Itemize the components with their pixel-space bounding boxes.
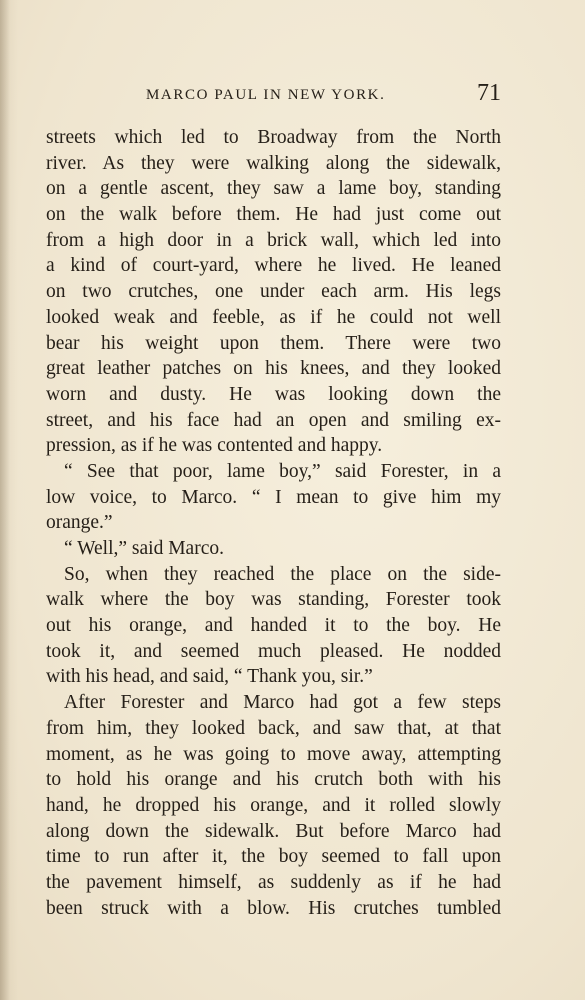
text-line: the pavement himself, as suddenly as if he had (46, 871, 501, 893)
text-line: walk where the boy was standing, Forester took (46, 589, 501, 611)
text-line: worn and dusty. He was looking down the (46, 383, 501, 405)
body-text (46, 125, 501, 921)
text-line: great leather patches on his knees, and they looked (46, 358, 501, 380)
text-line: with his head, and said, “ Thank you, sir.” (46, 666, 373, 688)
text-line: along down the sidewalk. But before Marco had (46, 820, 501, 842)
text-line: out his orange, and handed it to the boy. He (46, 615, 501, 637)
text-line: “ See that poor, lame boy,” said Forester, in a (64, 460, 501, 482)
text-line: bear his weight upon them. There were two (46, 332, 501, 354)
text-line: After Forester and Marco had got a few steps (64, 692, 501, 714)
page-number: 71 (477, 80, 501, 106)
text-line: on two crutches, one under each arm. His legs (46, 281, 501, 303)
page-gutter-shadow (0, 0, 10, 1000)
text-line: a kind of court-yard, where he lived. He leaned (46, 255, 501, 277)
text-line: hand, he dropped his orange, and it rolled slowly (46, 794, 501, 816)
text-line: low voice, to Marco. “ I mean to give him my (46, 486, 501, 508)
text-line: time to run after it, the boy seemed to fall upon (46, 846, 501, 868)
text-line: street, and his face had an open and smiling ex- (46, 409, 501, 431)
text-line: on a gentle ascent, they saw a lame boy, standing (46, 178, 501, 200)
text-line: from him, they looked back, and saw that, at that (46, 717, 501, 739)
text-line: river. As they were walking along the sidewalk, (46, 152, 501, 174)
text-line: So, when they reached the place on the side- (64, 563, 501, 585)
text-line: pression, as if he was contented and happy. (46, 435, 383, 457)
running-head (46, 80, 501, 110)
text-line: moment, as he was going to move away, attempting (46, 743, 501, 765)
text-line: looked weak and feeble, as if he could not well (46, 306, 501, 328)
text-line: from a high door in a brick wall, which led into (46, 229, 501, 251)
text-line: orange.” (46, 512, 113, 534)
text-line: on the walk before them. He had just come out (46, 204, 501, 226)
text-line: took it, and seemed much pleased. He nodded (46, 640, 501, 662)
text-line: to hold his orange and his crutch both with his (46, 769, 501, 791)
running-head-title: MARCO PAUL IN NEW YORK. (146, 87, 386, 103)
text-line: “ Well,” said Marco. (64, 538, 224, 559)
text-line: been struck with a blow. His crutches tumbled (46, 897, 501, 919)
text-line: streets which led to Broadway from the North (46, 127, 501, 148)
